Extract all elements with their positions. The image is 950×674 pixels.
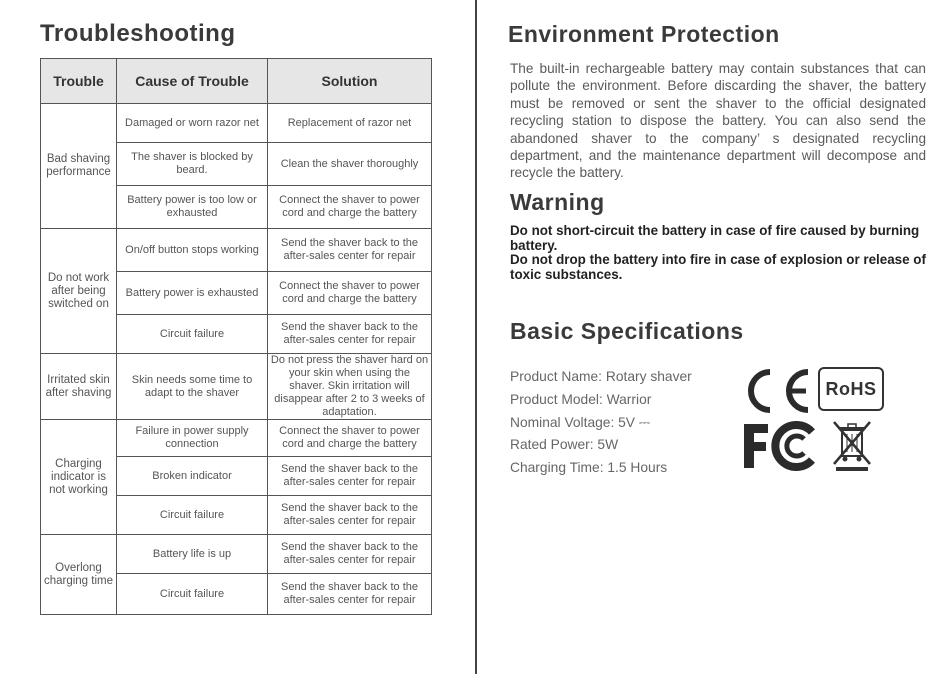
spec-charging-time: Charging Time: 1.5 Hours bbox=[510, 460, 668, 476]
solution-cell: Send the shaver back to the after-sales center for repair bbox=[268, 496, 432, 535]
ce-mark-icon bbox=[736, 366, 812, 416]
environment-title: Environment Protection bbox=[508, 21, 780, 47]
trouble-cell: Do not work after being switched on bbox=[41, 229, 117, 354]
solution-cell: Connect the shaver to power cord and charge the battery bbox=[268, 272, 432, 315]
spec-nominal-voltage: Nominal Voltage: 5V ⎓ bbox=[510, 414, 650, 430]
header-solution: Solution bbox=[268, 59, 432, 104]
table-row bbox=[41, 229, 432, 272]
warning-title: Warning bbox=[510, 189, 605, 215]
cause-cell: Damaged or worn razor net bbox=[117, 104, 268, 143]
troubleshooting-section bbox=[0, 0, 474, 674]
right-page bbox=[508, 0, 928, 674]
troubleshooting-table bbox=[40, 58, 432, 615]
cause-cell: Broken indicator bbox=[117, 457, 268, 496]
solution-cell: Do not press the shaver hard on your skin when using the shaver. Skin irritation will disappear after 2 to 3 weeks of adaptation. bbox=[268, 354, 432, 420]
solution-cell: Send the shaver back to the after-sales center for repair bbox=[268, 574, 432, 615]
cause-cell: Failure in power supply connection bbox=[117, 420, 268, 457]
page-divider bbox=[475, 0, 477, 674]
warning-line-2: Do not drop the battery into fire in case of explosion or release of toxic substances. bbox=[510, 252, 926, 282]
solution-cell: Clean the shaver thoroughly bbox=[268, 143, 432, 186]
table-row bbox=[41, 420, 432, 457]
table-row bbox=[41, 535, 432, 574]
solution-cell: Connect the shaver to power cord and charge the battery bbox=[268, 420, 432, 457]
header-trouble: Trouble bbox=[41, 59, 117, 104]
weee-bin-icon bbox=[830, 418, 874, 472]
cause-cell: Skin needs some time to adapt to the shaver bbox=[117, 354, 268, 420]
cause-cell: Circuit failure bbox=[117, 496, 268, 535]
solution-cell: Connect the shaver to power cord and charge the battery bbox=[268, 186, 432, 229]
specifications-title: Basic Specifications bbox=[510, 318, 744, 344]
table-row bbox=[41, 354, 432, 420]
cause-cell: Battery power is too low or exhausted bbox=[117, 186, 268, 229]
specifications-list bbox=[510, 366, 692, 480]
fcc-mark-icon bbox=[740, 420, 818, 472]
cause-cell: Circuit failure bbox=[117, 315, 268, 354]
spec-product-name: Product Name: Rotary shaver bbox=[510, 369, 692, 384]
warning-body bbox=[510, 224, 928, 282]
cause-cell: Battery life is up bbox=[117, 535, 268, 574]
cause-cell: Battery power is exhausted bbox=[117, 272, 268, 315]
warning-line-1: Do not short-circuit the battery in case of fire caused by burning battery. bbox=[510, 223, 920, 253]
spec-product-model: Product Model: Warrior bbox=[510, 391, 652, 407]
solution-cell: Send the shaver back to the after-sales center for repair bbox=[268, 315, 432, 354]
trouble-cell: Irritated skin after shaving bbox=[41, 354, 117, 420]
table-row bbox=[41, 104, 432, 143]
solution-cell: Send the shaver back to the after-sales center for repair bbox=[268, 229, 432, 272]
solution-cell: Replacement of razor net bbox=[268, 104, 432, 143]
trouble-cell: Charging indicator is not working bbox=[41, 420, 117, 535]
header-cause: Cause of Trouble bbox=[117, 59, 268, 104]
environment-body: The built-in rechargeable battery may contain substances that can pollute the environment. Before discarding the shaver, the battery must be removed or sent the shaver to the official designated recycling station to dispose the battery. You can also send the abandoned shaver to the company’ s designated recycling department, and the maintenance department will decompose and recycle the battery. bbox=[510, 61, 926, 181]
spec-rated-power: Rated Power: 5W bbox=[510, 437, 619, 453]
trouble-cell: Overlong charging time bbox=[41, 535, 117, 615]
troubleshooting-title: Troubleshooting bbox=[40, 20, 236, 47]
solution-cell: Send the shaver back to the after-sales center for repair bbox=[268, 535, 432, 574]
cause-cell: The shaver is blocked by beard. bbox=[117, 143, 268, 186]
solution-cell: Send the shaver back to the after-sales center for repair bbox=[268, 457, 432, 496]
rohs-mark: RoHS bbox=[818, 367, 884, 411]
table-header-row bbox=[41, 59, 432, 104]
cause-cell: Circuit failure bbox=[117, 574, 268, 615]
cause-cell: On/off button stops working bbox=[117, 229, 268, 272]
trouble-cell: Bad shaving performance bbox=[41, 104, 117, 229]
